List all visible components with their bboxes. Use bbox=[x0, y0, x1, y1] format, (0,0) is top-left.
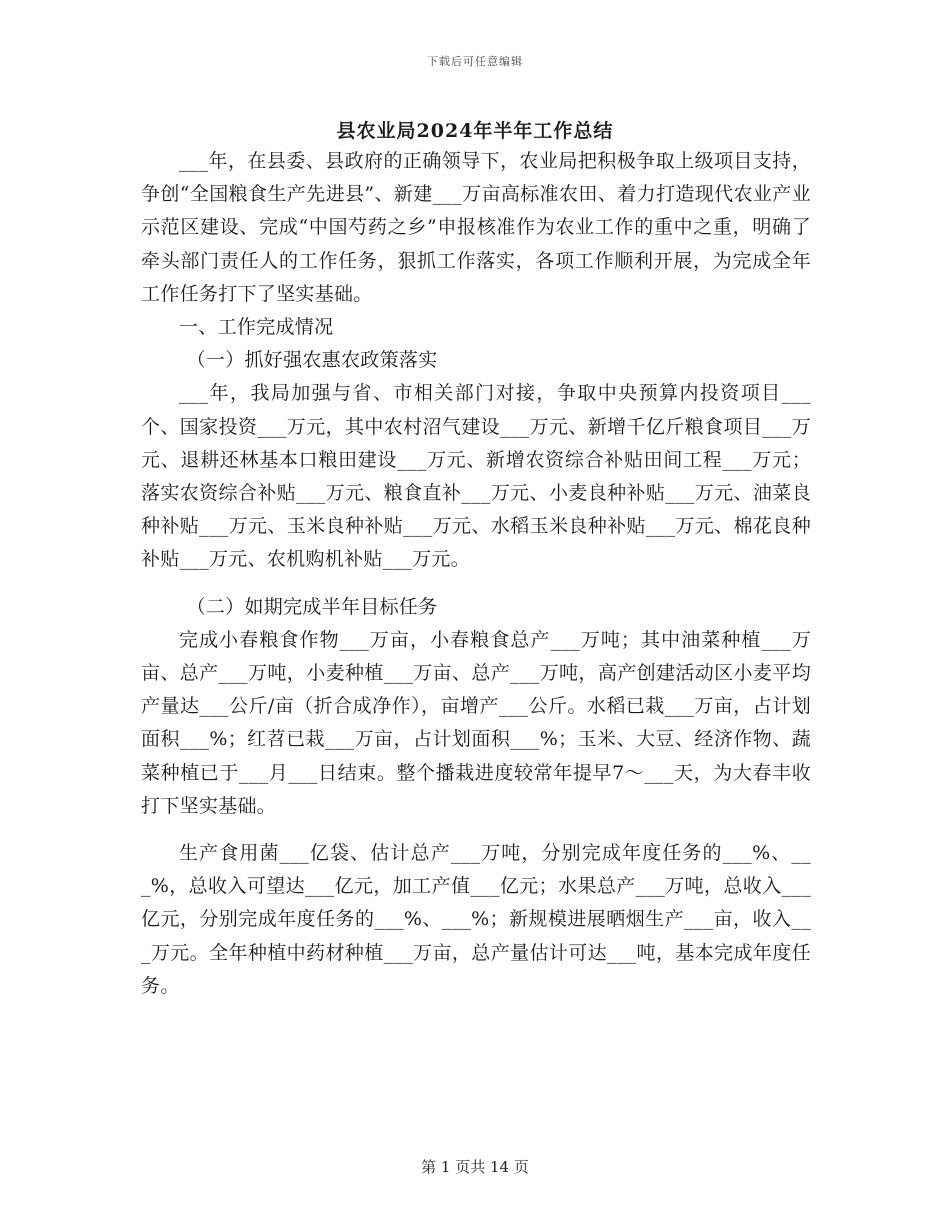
paragraph-crops: 完成小春粮食作物___万亩，小春粮食总产___万吨；其中油菜种植___万亩、总产___万吨，小麦种植___万亩、总产___万吨，高产创建活动区小麦平均产量达___公斤/亩（折合成净作），亩增产___公斤。水稻已栽___万亩，占计划面积___%；红苕已栽___万亩，占计划面积___%；玉米、大豆、经济作物、蔬菜种植已于___月___日结束。整个播栽进度较常年提早7～___天，为大春丰收打下坚实基础。 bbox=[141, 628, 811, 817]
heading-work-completion: 一、工作完成情况 bbox=[179, 316, 334, 339]
heading-policy: （一）抓好强农惠农政策落实 bbox=[186, 349, 438, 372]
paragraph-fungi-fruit: 生产食用菌___亿袋、估计总产___万吨，分别完成年度任务的___%、___%，总收入可望达___亿元，加工产值___亿元；水果总产___万吨，总收入___亿元，分别完成年度任务的___%、___%；新规模进展晒烟生产___亩，收入___万元。全年种植中药材种植___万亩，总产量估计可达___吨，基本完成年度任务。 bbox=[141, 842, 811, 997]
header-note: 下载后可任意编辑 bbox=[427, 55, 523, 68]
paragraph-intro: ___年，在县委、县政府的正确领导下，农业局把积极争取上级项目支持，争创“全国粮食生产先进县”、新建___万亩高标准农田、着力打造现代农业产业示范区建设、完成“中国芍药之乡”申报核准作为农业工作的重中之重，明确了牵头部门责任人的工作任务，狠抓工作落实，各项工作顺利开展，为完成全年工作任务打下了坚实基础。 bbox=[141, 150, 811, 305]
heading-half-year-targets: （二）如期完成半年目标任务 bbox=[186, 595, 438, 618]
paragraph-policy: ___年，我局加强与省、市相关部门对接，争取中央预算内投资项目___个、国家投资___万元，其中农村沼气建设___万元、新增千亿斤粮食项目___万元、退耕还林基本口粮田建设___万元、新增农资综合补贴田间工程___万元；落实农资综合补贴___万元、粮食直补___万元、小麦良种补贴___万元、油菜良种补贴___万元、玉米良种补贴___万元、水稻玉米良种补贴___万元、棉花良种补贴___万元、农机购机补贴___万元。 bbox=[141, 382, 811, 571]
document-body bbox=[141, 145, 811, 1003]
page-footer: 第 1 页共 14 页 bbox=[421, 1158, 529, 1176]
page-title: 县农业局2024年半年工作总结 bbox=[336, 120, 614, 142]
